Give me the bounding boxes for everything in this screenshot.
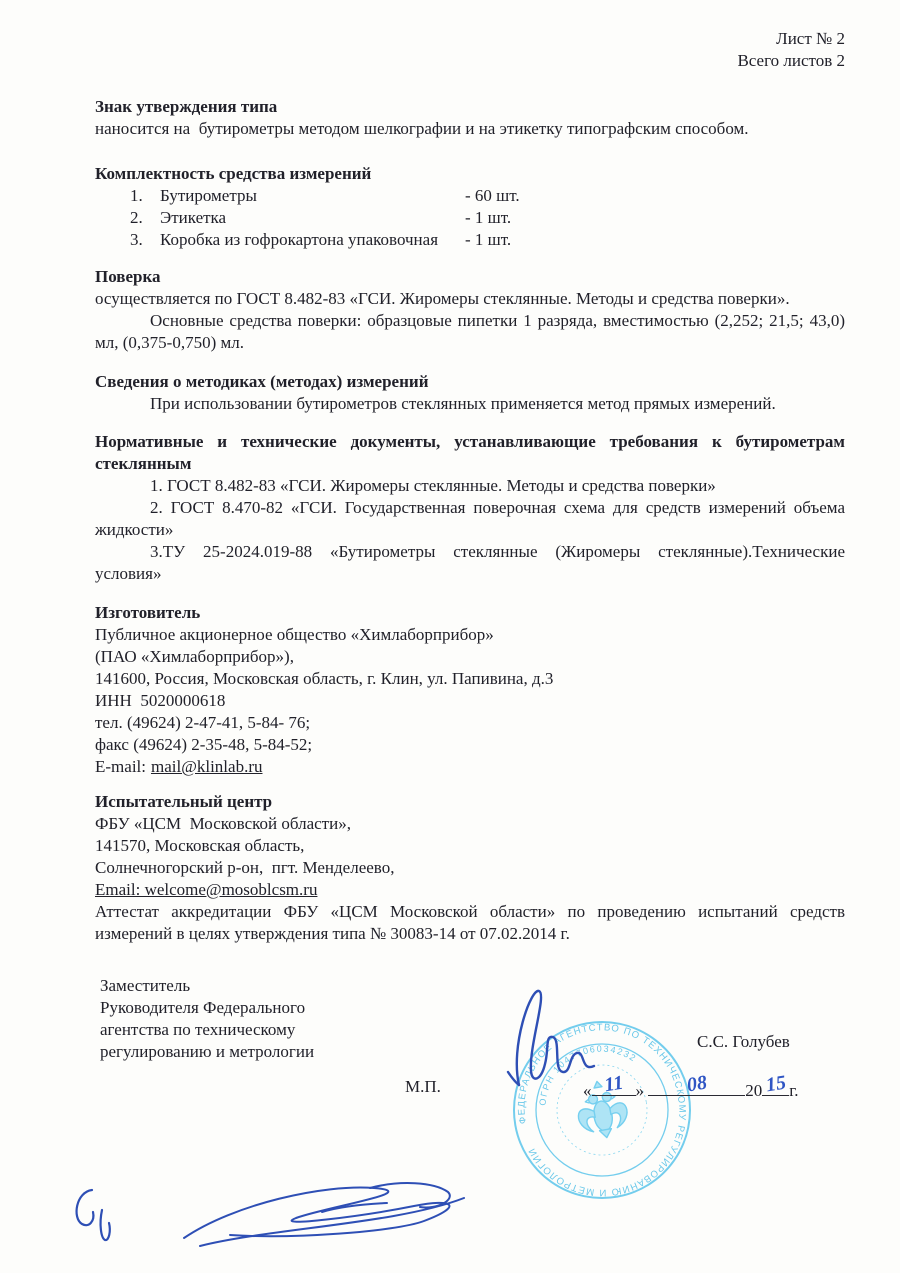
item-name: Бутирометры bbox=[160, 186, 257, 205]
section-manufacturer bbox=[95, 602, 845, 778]
section-body: осуществляется по ГОСТ 8.482-83 «ГСИ. Жиромеры стеклянные. Методы и средства поверки». bbox=[95, 289, 790, 308]
quote-open: « bbox=[583, 1081, 592, 1100]
handwritten-day: 11 bbox=[602, 1071, 625, 1097]
normative-item: 2. ГОСТ 8.470-82 «ГСИ. Государственная поверочная схема для средств измерений объема жидкости» bbox=[95, 498, 845, 539]
year-prefix: 20 bbox=[745, 1081, 763, 1100]
stamp-ring-text: ФЕДЕРАЛЬНОЕ АГЕНТСТВО ПО ТЕХНИЧЕСКОМУ РЕГУЛИРОВАНИЮ И МЕТРОЛОГИИ bbox=[516, 1022, 688, 1198]
bottom-signature-large bbox=[172, 1176, 482, 1256]
quote-close: » bbox=[635, 1081, 644, 1100]
attestation-text: Аттестат аккредитации ФБУ «ЦСМ Московской области» по проведению испытаний средств измерений в целях утверждения типа № 30083-14 от 07.02.2014 г. bbox=[95, 902, 845, 943]
item-number: 1. bbox=[130, 186, 143, 205]
sheet-number: Лист № 2 bbox=[776, 29, 845, 48]
list-item bbox=[130, 229, 845, 251]
section-verification bbox=[95, 266, 845, 354]
section-normative-docs bbox=[95, 431, 845, 585]
date-year-blank bbox=[762, 1071, 789, 1097]
section-test-center bbox=[95, 791, 845, 945]
item-number: 3. bbox=[130, 230, 143, 249]
section-methods bbox=[95, 371, 845, 415]
item-name: Коробка из гофрокартона упаковочная bbox=[160, 230, 439, 249]
item-number: 2. bbox=[130, 208, 143, 227]
manufacturer-fax: факс (49624) 2-35-48, 5-84-52; bbox=[95, 735, 313, 754]
item-quantity: - 60 шт. bbox=[465, 186, 520, 205]
section-body: При использовании бутирометров стеклянных применяется метод прямых измерений. bbox=[150, 394, 776, 413]
section-heading: Нормативные и технические документы, устанавливающие требования к бутирометрам стеклянным bbox=[95, 432, 845, 473]
handwritten-month: 08 bbox=[685, 1071, 709, 1097]
official-title-line: Руководителя Федерального bbox=[100, 998, 306, 1017]
section-heading: Знак утверждения типа bbox=[95, 97, 278, 116]
page-header bbox=[95, 28, 845, 72]
date-month-blank bbox=[648, 1071, 745, 1097]
item-name: Этикетка bbox=[160, 208, 227, 227]
manufacturer-inn: ИНН 5020000618 bbox=[95, 691, 226, 710]
list-item bbox=[130, 207, 845, 229]
manufacturer-email-line bbox=[95, 756, 845, 778]
manufacturer-phone: тел. (49624) 2-47-41, 5-84- 76; bbox=[95, 713, 311, 732]
test-center-line: ФБУ «ЦСМ Московской области», bbox=[95, 814, 351, 833]
item-quantity: - 1 шт. bbox=[465, 230, 512, 249]
section-approval-mark bbox=[95, 96, 845, 140]
official-title-line: агентства по техническому bbox=[100, 1020, 296, 1039]
list-item bbox=[130, 185, 845, 207]
official-title-line: регулированию и метрологии bbox=[100, 1042, 315, 1061]
official-title-line: Заместитель bbox=[100, 976, 191, 995]
date-day-blank bbox=[592, 1071, 636, 1097]
stamp-inner-text: ОГРН 1047706034232 bbox=[537, 1043, 639, 1107]
signature-block bbox=[0, 958, 900, 1266]
normative-item: 1. ГОСТ 8.482-83 «ГСИ. Жиромеры стеклянные. Методы и средства поверки» bbox=[150, 476, 716, 495]
date-line bbox=[583, 1071, 799, 1101]
manufacturer-line: (ПАО «Химлаборприбор»), bbox=[95, 647, 294, 666]
test-center-email: Email: welcome@mosoblcsm.ru bbox=[95, 880, 318, 899]
email-label: E-mail: bbox=[95, 757, 146, 776]
total-sheets: Всего листов 2 bbox=[737, 51, 845, 70]
test-center-line: 141570, Московская область, bbox=[95, 836, 305, 855]
item-quantity: - 1 шт. bbox=[465, 208, 512, 227]
normative-item: 3.ТУ 25-2024.019-88 «Бутирометры стеклянные (Жиромеры стеклянные).Технические условия» bbox=[95, 542, 845, 583]
section-body: наносится на бутирометры методом шелкографии и на этикетку типографским способом. bbox=[95, 119, 749, 138]
test-center-line: Солнечногорский р-он, пгт. Менделеево, bbox=[95, 858, 395, 877]
seal-placeholder: М.П. bbox=[405, 1077, 441, 1096]
section-heading: Сведения о методиках (методах) измерений bbox=[95, 372, 429, 391]
manufacturer-line: 141600, Россия, Московская область, г. Клин, ул. Папивина, д.3 bbox=[95, 669, 554, 688]
section-heading: Испытательный центр bbox=[95, 792, 273, 811]
official-name: С.С. Голубев bbox=[697, 1032, 790, 1051]
bottom-signature-small bbox=[64, 1178, 128, 1252]
manufacturer-email: mail@klinlab.ru bbox=[150, 757, 263, 776]
manufacturer-line: Публичное акционерное общество «Химлаборприбор» bbox=[95, 625, 494, 644]
section-heading: Комплектность средства измерений bbox=[95, 164, 372, 183]
year-suffix: г. bbox=[789, 1081, 799, 1100]
handwritten-year: 15 bbox=[764, 1071, 788, 1097]
official-title bbox=[100, 975, 314, 1063]
section-kit bbox=[95, 163, 845, 251]
section-body: Основные средства поверки: образцовые пипетки 1 разряда, вместимостью (2,252; 21,5; 43,0) мл, (0,375-0,750) мл. bbox=[95, 311, 845, 352]
section-heading: Поверка bbox=[95, 267, 161, 286]
section-heading: Изготовитель bbox=[95, 603, 201, 622]
